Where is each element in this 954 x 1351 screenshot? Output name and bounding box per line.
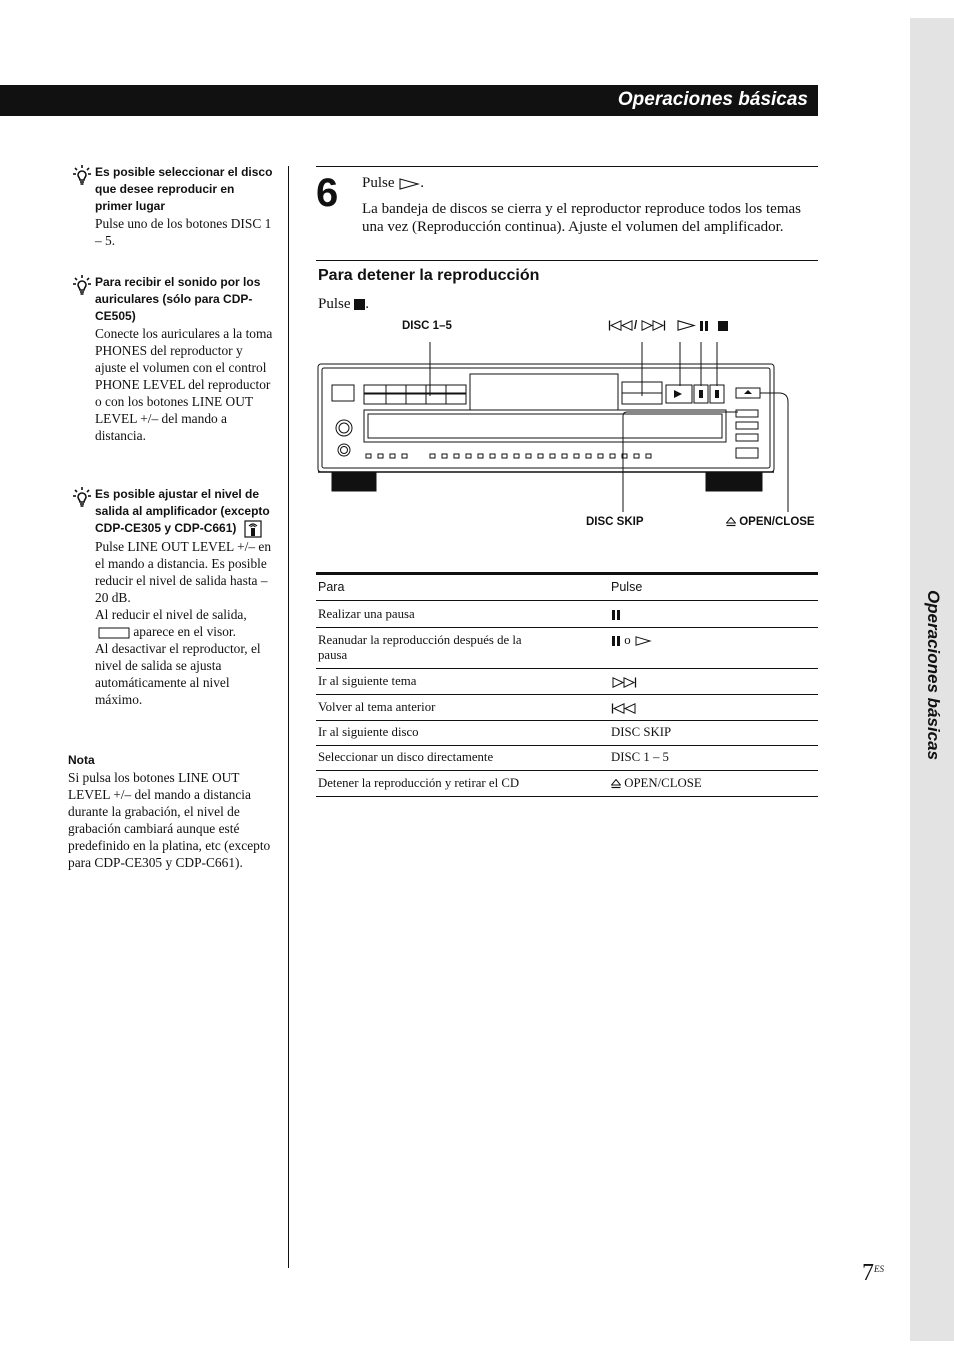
table-header-para: Para bbox=[318, 580, 345, 594]
remote-control-icon bbox=[244, 520, 262, 538]
play-icon bbox=[634, 636, 652, 646]
table-cell-para: Seleccionar un disco directamente bbox=[318, 750, 494, 764]
tip-heading: Es posible seleccionar el disco que desee reproducir en primer lugar bbox=[95, 165, 273, 213]
tip-heading-text: Es posible ajustar el nivel de salida al amplificador (excepto CDP-CE305 y CDP-C661) bbox=[95, 487, 270, 536]
step-number: 6 bbox=[316, 171, 339, 215]
tip-body: Al desactivar el reproductor, el nivel de salida se ajusta automáticamente al nivel máximo. bbox=[95, 641, 261, 707]
lightbulb-tip-icon bbox=[72, 164, 92, 186]
table-cell-pulse bbox=[611, 607, 621, 622]
table-cell-pulse bbox=[611, 674, 637, 689]
cd-player-illustration bbox=[316, 330, 818, 540]
tip-body-text: aparece en el visor. bbox=[133, 624, 236, 639]
play-icon bbox=[398, 178, 420, 190]
table-header-pulse: Pulse bbox=[611, 580, 643, 594]
tip-body-text: Al reducir el nivel de salida, bbox=[95, 607, 247, 622]
pause-icon bbox=[611, 636, 621, 646]
section-instruction-text: Pulse bbox=[318, 296, 351, 312]
table-row bbox=[316, 628, 818, 669]
step-bottom-rule bbox=[316, 260, 818, 261]
label-slash: / bbox=[634, 320, 638, 332]
lightbulb-tip-icon bbox=[72, 274, 92, 296]
step-description: La bandeja de discos se cierra y el reproductor reproduce todos los temas una vez (Reproducción continua). Ajuste el volumen del amplificador. bbox=[362, 201, 801, 235]
table-cell-pulse-text: OPEN/CLOSE bbox=[624, 776, 702, 790]
column-divider bbox=[288, 166, 289, 1268]
table-cell-para: Ir al siguiente tema bbox=[318, 674, 417, 688]
tip-body: Conecte los auriculares a la toma PHONES del reproductor y ajuste el volumen con el control PHONE LEVEL del reproductor o con los botones LINE OUT LEVEL +/– del mando a distancia. bbox=[95, 326, 273, 443]
tip-body: Pulse uno de los botones DISC 1 – 5. bbox=[95, 216, 272, 248]
step-instruction-text: Pulse bbox=[362, 175, 395, 191]
page-number bbox=[862, 1260, 884, 1287]
pause-icon bbox=[611, 610, 621, 620]
table-cell-para: Realizar una pausa bbox=[318, 607, 415, 621]
tip-body: Pulse LINE OUT LEVEL +/– en el mando a distancia. Es posible reducir el nivel de salida hasta –20 dB. bbox=[95, 539, 272, 605]
tip-select-disc bbox=[68, 164, 273, 249]
page-number-suffix: ES bbox=[874, 1264, 884, 1274]
table-cell-pulse: DISC SKIP bbox=[611, 725, 672, 739]
label-disc-skip: DISC SKIP bbox=[586, 516, 644, 528]
display-indicator-icon bbox=[98, 626, 130, 640]
table-cell-para: Reanudar la reproducción después de la pausa bbox=[318, 633, 522, 662]
step-instruction: Pulse . bbox=[362, 175, 425, 191]
table-cell-para: Volver al tema anterior bbox=[318, 700, 436, 714]
table-row bbox=[316, 669, 818, 695]
note-block bbox=[68, 752, 273, 871]
tip-heading bbox=[95, 486, 273, 538]
table-row bbox=[316, 771, 818, 797]
table-row bbox=[316, 746, 818, 771]
step-top-rule bbox=[316, 166, 818, 167]
stop-icon bbox=[354, 299, 365, 310]
table-row bbox=[316, 601, 818, 628]
table-cell-pulse bbox=[611, 633, 652, 648]
tip-heading: Para recibir el sonido por los auriculares (sólo para CDP-CE505) bbox=[95, 275, 261, 323]
note-body: Si pulsa los botones LINE OUT LEVEL +/– del mando a distancia durante la grabación, el nivel de grabación cambiará aunque esté predefinido en la platina, etc (excepto para CDP-CE305 y CDP-C661). bbox=[68, 770, 271, 870]
prev-track-icon bbox=[611, 703, 637, 714]
section-instruction: Pulse . bbox=[318, 296, 370, 312]
tip-body-level bbox=[95, 606, 273, 640]
table-row bbox=[316, 721, 818, 746]
next-track-icon bbox=[611, 677, 637, 688]
table-row bbox=[316, 695, 818, 721]
label-disc-1-5: DISC 1–5 bbox=[402, 320, 452, 332]
page-number-value: 7 bbox=[862, 1260, 874, 1286]
eject-icon bbox=[611, 779, 621, 789]
side-tab-label-box bbox=[916, 560, 950, 790]
header-bar bbox=[0, 85, 818, 116]
table-cell-pulse: DISC 1 – 5 bbox=[611, 750, 669, 764]
table-cell-pulse bbox=[611, 776, 702, 791]
tip-headphones bbox=[68, 274, 273, 444]
section-title: Para detener la reproducción bbox=[318, 267, 540, 284]
table-cell-para: Detener la reproducción y retirar el CD bbox=[318, 776, 520, 790]
note-heading: Nota bbox=[68, 753, 95, 767]
label-open-close-text: OPEN/CLOSE bbox=[739, 516, 815, 528]
tip-output-level bbox=[68, 486, 273, 708]
table-header-row bbox=[316, 575, 818, 601]
header-title: Operaciones básicas bbox=[617, 89, 808, 110]
table-cell-para: Ir al siguiente disco bbox=[318, 725, 419, 739]
table-cell-pulse-text: o bbox=[624, 633, 631, 647]
lightbulb-tip-icon bbox=[72, 486, 92, 508]
table-cell-pulse bbox=[611, 700, 637, 715]
side-tab-label: Operaciones básicas bbox=[924, 589, 943, 761]
